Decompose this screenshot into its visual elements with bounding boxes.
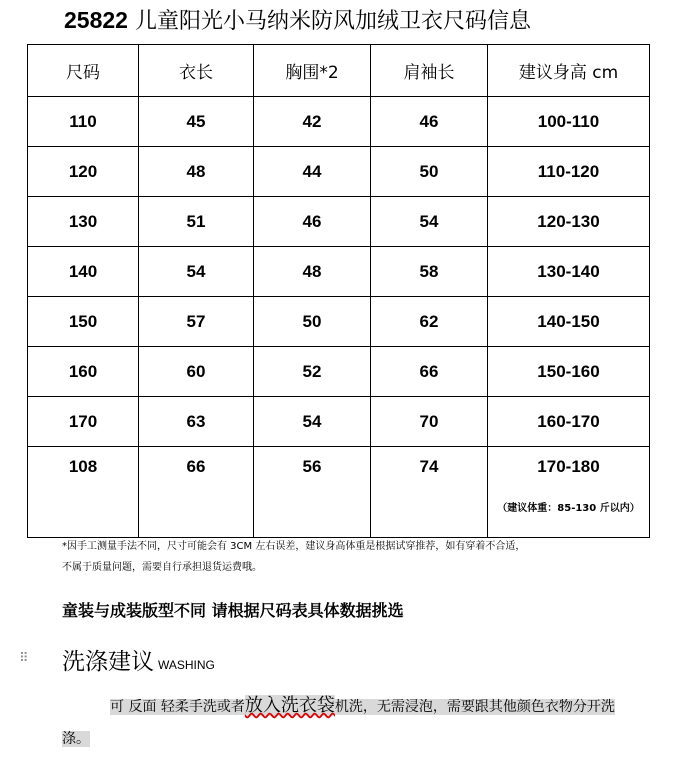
washing-text-highlight: 放入洗衣袋: [244, 695, 335, 716]
cell-height: 100-110: [488, 97, 650, 147]
measurement-notes: [62, 536, 632, 578]
size-table: [27, 44, 650, 538]
cell-sleeve: 54: [371, 197, 488, 247]
cell-chest: 56: [254, 447, 371, 538]
cell-length: 66: [139, 447, 254, 538]
weight-note: （建议体重：85-130 斤以内）: [497, 503, 640, 514]
washing-title: 洗涤建议: [62, 649, 154, 675]
cell-chest: 54: [254, 397, 371, 447]
cell-size: 140: [28, 247, 139, 297]
cell-sleeve: 74: [371, 447, 488, 538]
washing-text-part1: 可 反面 轻柔手洗或者: [110, 699, 245, 715]
cell-sleeve: 62: [371, 297, 488, 347]
size-advice-heading: 童装与成装版型不同 请根据尺码表具体数据挑选: [62, 601, 404, 620]
cell-chest: 52: [254, 347, 371, 397]
table-header-row: [28, 45, 650, 97]
cell-sleeve: 70: [371, 397, 488, 447]
cell-size: 160: [28, 347, 139, 397]
cell-size: 130: [28, 197, 139, 247]
cell-length: 54: [139, 247, 254, 297]
table-row: [28, 397, 650, 447]
cell-height: 150-160: [488, 347, 650, 397]
cell-chest: 50: [254, 297, 371, 347]
cell-length: 51: [139, 197, 254, 247]
cell-sleeve: 58: [371, 247, 488, 297]
cell-size: 150: [28, 297, 139, 347]
table-row: [28, 347, 650, 397]
header-length: 衣长: [139, 45, 254, 97]
cell-height: 160-170: [488, 397, 650, 447]
cell-sleeve: 66: [371, 347, 488, 397]
cell-height: 140-150: [488, 297, 650, 347]
header-sleeve: 肩袖长: [371, 45, 488, 97]
page-title: [64, 4, 531, 35]
cell-chest: 48: [254, 247, 371, 297]
cell-chest: 46: [254, 197, 371, 247]
table-row: [28, 197, 650, 247]
cell-length: 63: [139, 397, 254, 447]
cell-size: 110: [28, 97, 139, 147]
drag-handle-icon[interactable]: ⠿: [19, 651, 27, 666]
title-code: 25822: [64, 7, 128, 33]
cell-chest: 44: [254, 147, 371, 197]
cell-chest: 42: [254, 97, 371, 147]
note-line-2: 不属于质量问题，需要自行承担退货运费哦。: [62, 562, 262, 573]
cell-length: 57: [139, 297, 254, 347]
header-size: 尺码: [28, 45, 139, 97]
cell-size: 108: [28, 447, 139, 538]
cell-length: 45: [139, 97, 254, 147]
cell-height-with-note: [488, 447, 650, 538]
header-chest: 胸围*2: [254, 45, 371, 97]
washing-instructions: [62, 690, 622, 755]
cell-sleeve: 50: [371, 147, 488, 197]
cell-height: 110-120: [488, 147, 650, 197]
title-name: 儿童阳光小马纳米防风加绒卫衣尺码信息: [127, 9, 531, 34]
table-row: [28, 147, 650, 197]
cell-sleeve: 46: [371, 97, 488, 147]
washing-heading: [62, 643, 215, 676]
table-row: [28, 447, 650, 538]
cell-size: 170: [28, 397, 139, 447]
washing-text-part2: 机洗，无需浸泡，需要跟其他颜色衣物分开洗涤。: [62, 699, 615, 747]
cell-length: 60: [139, 347, 254, 397]
washing-title-en: WASHING: [158, 658, 215, 672]
cell-size: 120: [28, 147, 139, 197]
cell-height: 170-180: [537, 457, 600, 476]
cell-length: 48: [139, 147, 254, 197]
table-row: [28, 97, 650, 147]
header-height: 建议身高 cm: [488, 45, 650, 97]
note-line-1: *因手工测量手法不同，尺寸可能会有 3CM 左右误差，建议身高体重是根据试穿推荐，如有穿着不合适，: [62, 541, 526, 552]
table-row: [28, 297, 650, 347]
cell-height: 120-130: [488, 197, 650, 247]
cell-height: 130-140: [488, 247, 650, 297]
table-row: [28, 247, 650, 297]
